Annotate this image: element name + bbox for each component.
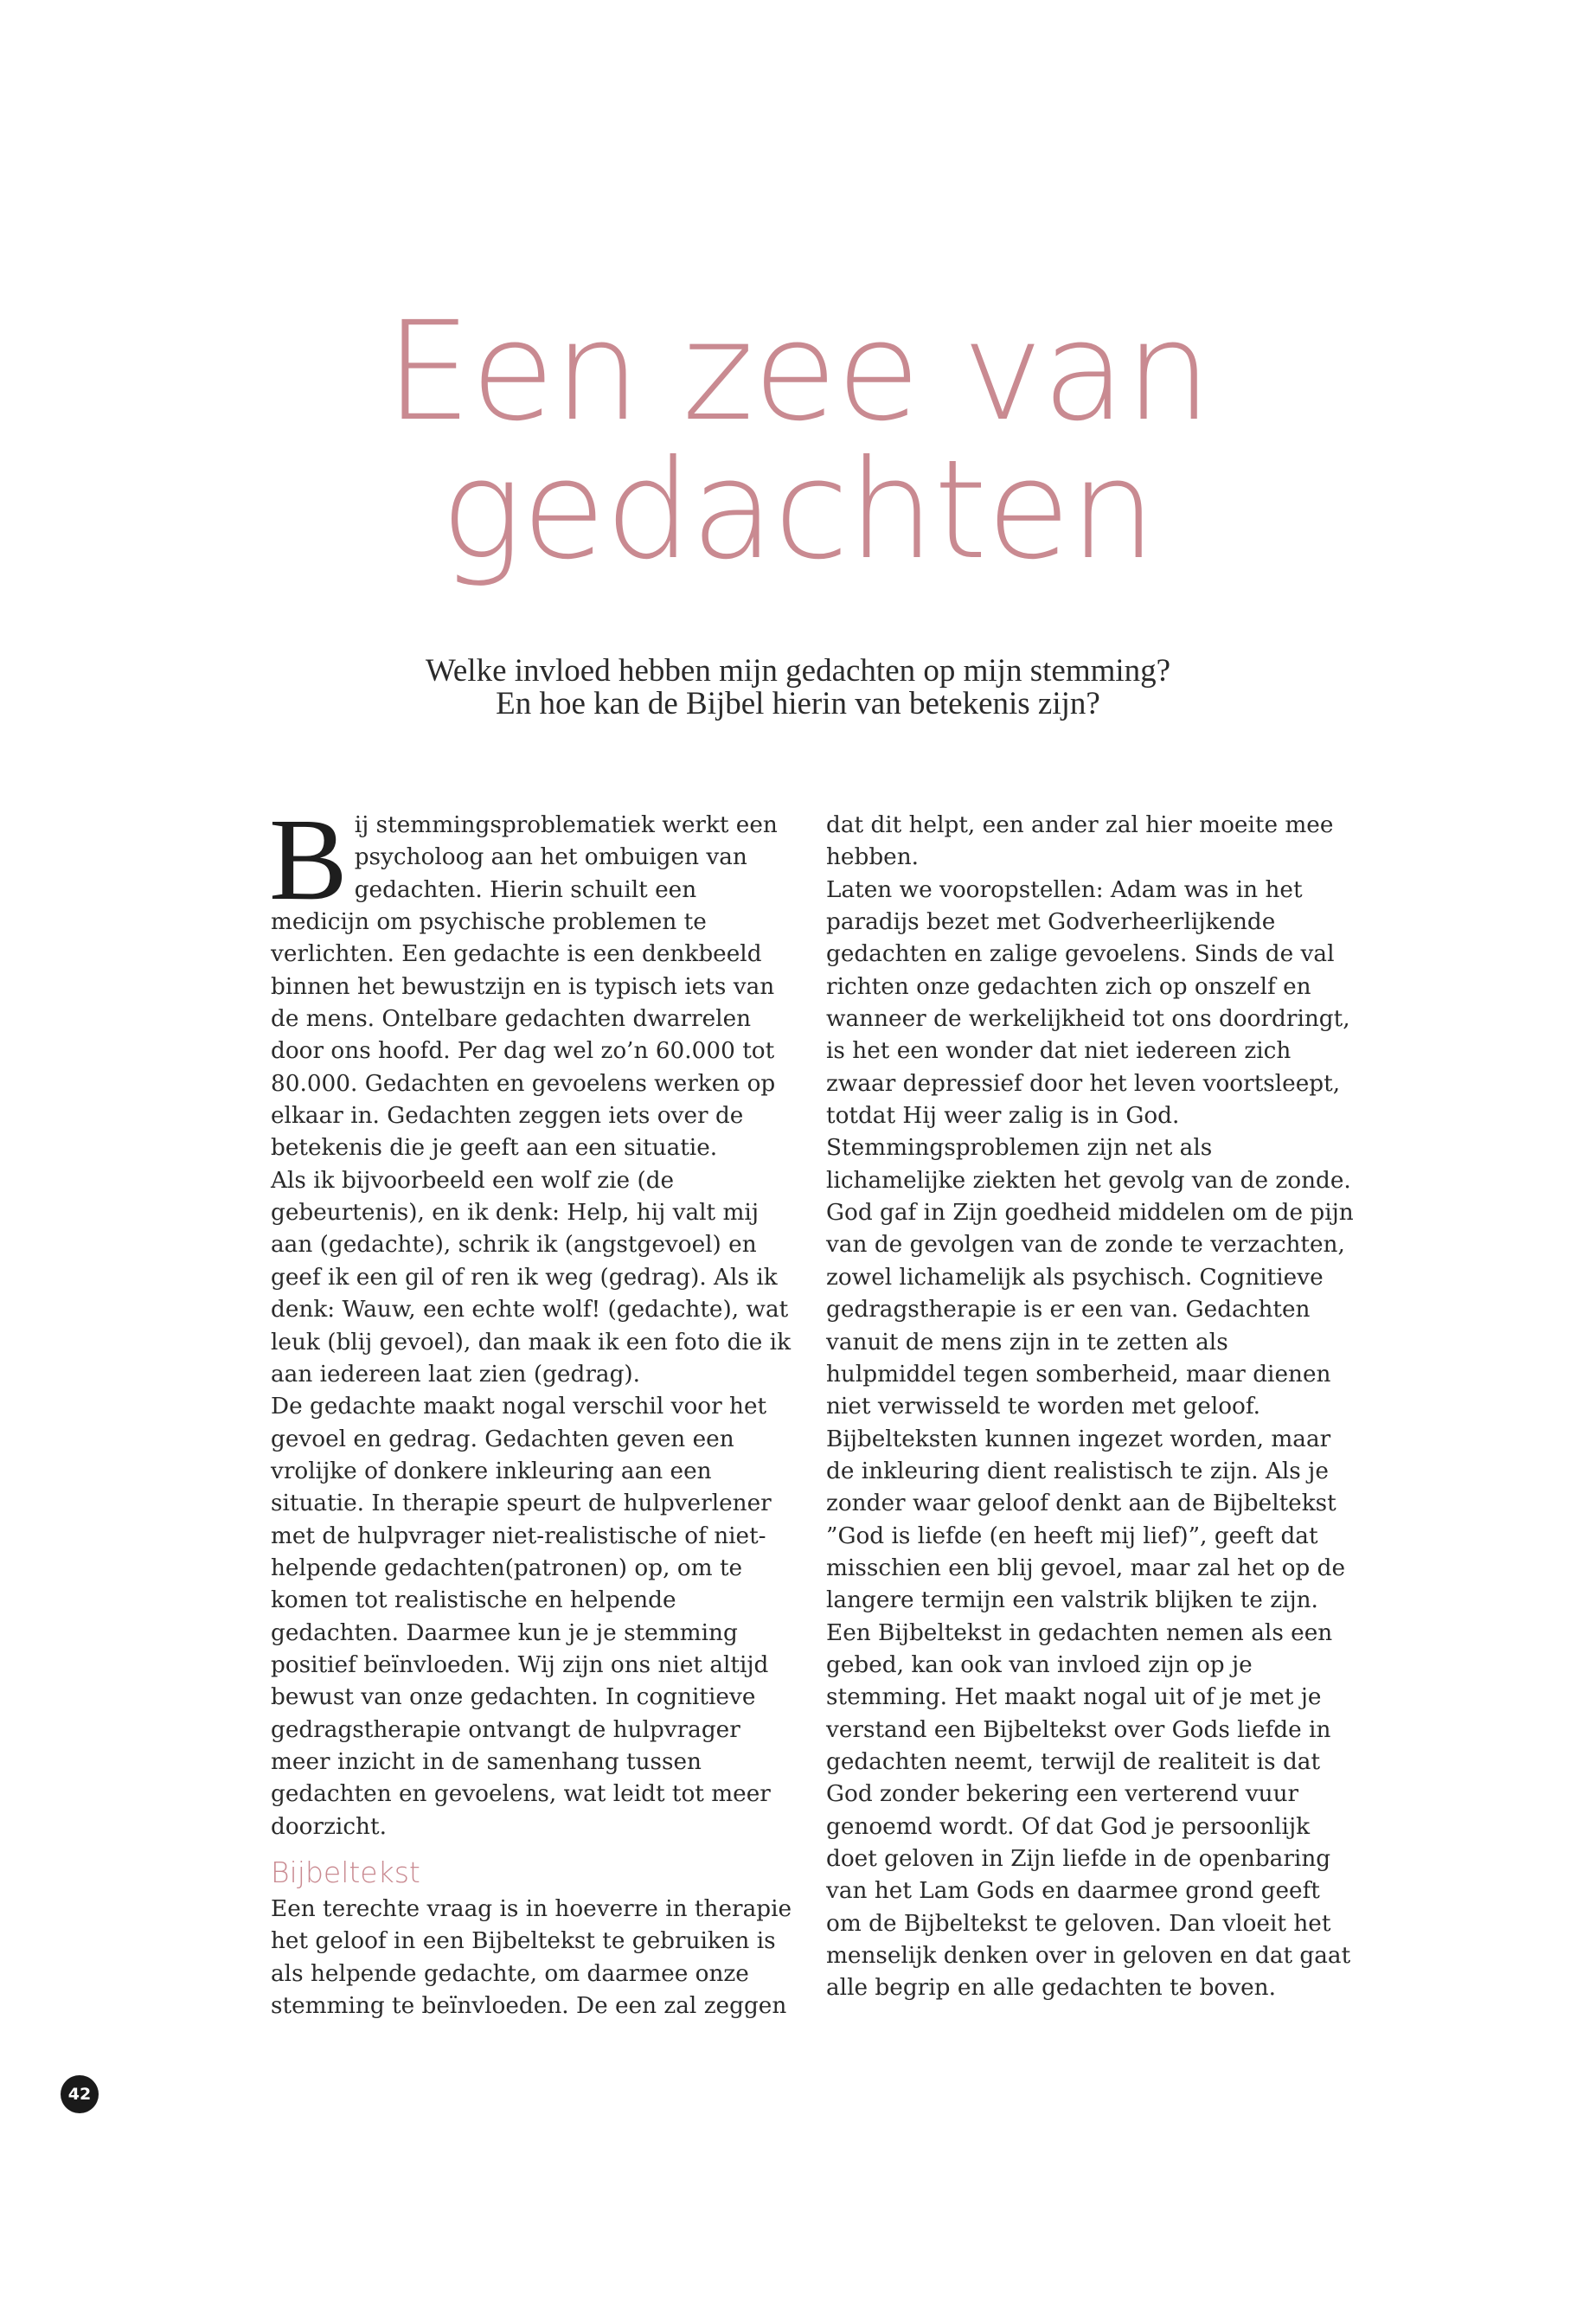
subtitle-line-1: Welke invloed hebben mijn gedachten op mijn stemming? — [425, 653, 1171, 689]
page-number-badge: 42 — [61, 2075, 99, 2113]
article-title — [0, 292, 1596, 590]
paragraph-prayer: Een Bijbeltekst in gedachten nemen als een gebed, kan ook van invloed zijn op je stemming. Het maakt nogal uit of je met je verstand een Bijbeltekst over Gods liefde in gedachten neemt, terwijl de realiteit is dat God zonder bekering een verterend vuur genoemd wordt. Of dat God je persoonlijk doet geloven in Zijn liefde in de openbaring van het Lam Gods en daarmee grond geeft om de Bijbeltekst te geloven. Dan vloeit het menselijk denken over in geloven en dat gaat alle begrip en alle gedachten te boven. — [826, 1619, 1351, 2002]
right-column — [826, 810, 1354, 2005]
paragraph-therapy: De gedachte maakt nogal verschil voor het gevoel en gedrag. Gedachten geven een vrolijke of donkere inkleuring aan een situatie. In therapie speurt de hulpverlener met de hulpvrager niet-realistische of niet-helpende gedachten(patronen) op, om te komen tot realistische en helpende gedachten. Daarmee kun je je stemming positief beïnvloeden. Wij zijn ons niet altijd bewust van onze gedachten. In cognitieve gedragstherapie ontvangt de hulpvrager meer inzicht in de samenhang tussen gedachten en gevoelens, wat leidt tot meer doorzicht. — [271, 1394, 772, 1840]
paragraph-adam: Laten we vooropstellen: Adam was in het paradijs bezet met Godverheerlijkende gedachten en zalige gevoelens. Sinds de val richten onze gedachten zich op onszelf en wanneer de werkelijkheid tot ons doordringt, is het een wonder dat niet iedereen zich zwaar depressief door het leven voortsleept, totdat Hij weer zalig is in God. — [826, 876, 1350, 1130]
paragraph-continuation: dat dit helpt, een ander zal hier moeite mee hebben. — [826, 812, 1334, 871]
title-line-1: Een zee van — [385, 292, 1211, 452]
drop-cap: B — [269, 795, 348, 925]
title-line-2: gedachten — [440, 431, 1156, 590]
paragraph-mood-problems: Stemmingsproblemen zijn net als lichamelijke ziekten het gevolg van de zonde. God gaf in Zijn goedheid middelen om de pijn van de gevolgen van de zonde te verzachten, zowel lichamelijk als psychisch. Cognitieve gedragstherapie is er een van. Gedachten vanuit de mens zijn in te zetten als hulpmiddel tegen somberheid, maar dienen niet verwisseld te worden met geloof. Bijbelteksten kunnen ingezet worden, maar de inkleuring dient realistisch te zijn. Als je zonder waar geloof denkt aan de Bijbeltekst ”God is liefde (en heeft mij lief)”, geeft dat misschien een blij gevoel, maar zal het op de langere termijn een valstrik blijken te zijn. — [826, 1135, 1354, 1614]
intro-paragraph — [269, 795, 798, 1165]
subtitle-line-2: En hoe kan de Bijbel hierin van betekenis zijn? — [496, 686, 1100, 721]
paragraph-question: Een terechte vraag is in hoeverre in therapie het geloof in een Bijbeltekst te gebruiken is als helpende gedachte, om daarmee onze stemming te beïnvloeden. De een zal zeggen — [271, 1896, 792, 2020]
paragraph-wolf-example: Als ik bijvoorbeeld een wolf zie (de gebeurtenis), en ik denk: Help, hij valt mij aan (gedachte), schrik ik (angstgevoel) en geef ik een gil of ren ik weg (gedrag). Als ik denk: Wauw, een echte wolf! (gedachte), wat leuk (blij gevoel), dan maak ik een foto die ik aan iedereen laat zien (gedrag). — [271, 1167, 792, 1388]
left-column — [269, 795, 798, 2022]
intro-text: ij stemmingsproblematiek werkt een psycholoog aan het ombuigen van gedachten. Hierin schuilt een medicijn om psychische problemen te verlichten. Een gedachte is een denkbeeld binnen het bewustzijn en is typisch iets van de mens. Ontelbare gedachten dwarrelen door ons hoofd. Per dag wel zo’n 60.000 tot 80.000. Gedachten en gevoelens werken op elkaar in. Gedachten zeggen iets over de betekenis die je geeft aan een situatie. — [271, 812, 778, 1162]
article-subtitle — [0, 655, 1596, 721]
section-heading-bijbeltekst: Bijbeltekst — [271, 1856, 420, 1889]
